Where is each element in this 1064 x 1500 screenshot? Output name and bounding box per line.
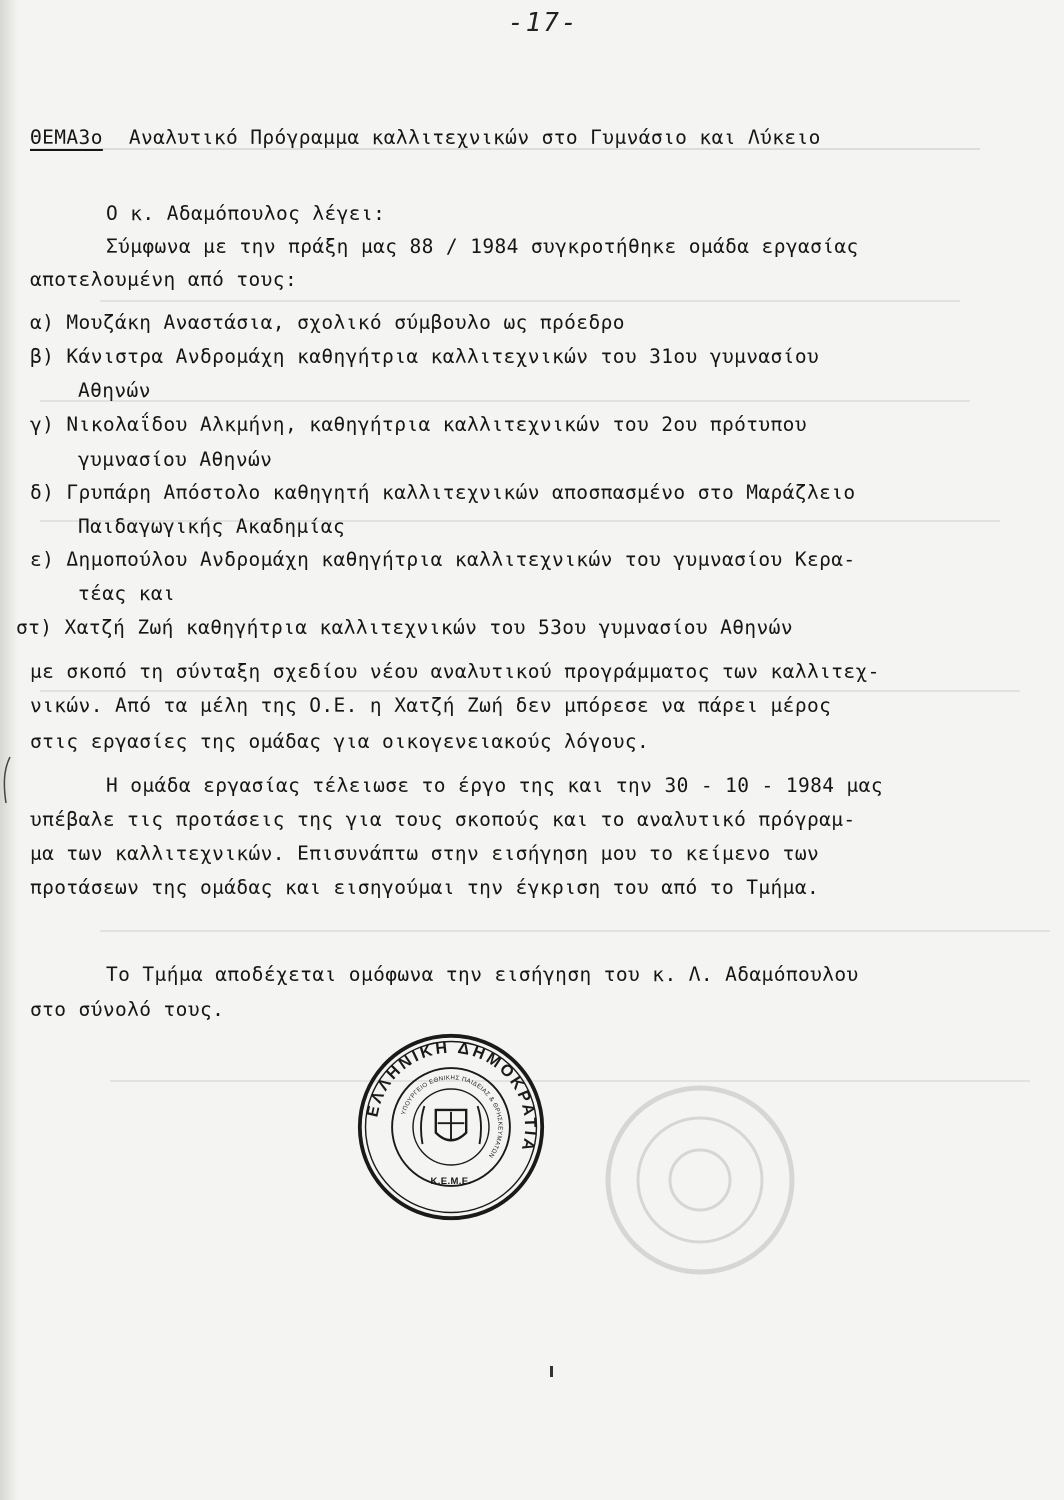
- bleed-through-stroke: [40, 690, 1020, 692]
- body-line: με σκοπό τη σύνταξη σχεδίου νέου αναλυτικού προγράμματος των καλλιτεχ-: [30, 660, 880, 683]
- list-item: α) Μουζάκη Αναστάσια, σχολικό σύμβουλο ως πρόεδρο: [30, 311, 625, 334]
- body-line: Ο κ. Αδαμόπουλος λέγει:: [106, 202, 386, 225]
- body-line: στις εργασίες της ομάδας για οικογενειακούς λόγους.: [30, 730, 650, 753]
- margin-mark-icon: [0, 755, 14, 805]
- list-item: γ) Νικολαΐδου Αλκμήνη, καθηγήτρια καλλιτεχνικών του 2ου πρότυπου: [30, 413, 807, 436]
- svg-text:ΕΛΛΗΝΙΚΗ ΔΗΜΟΚΡΑΤΙΑ: ΕΛΛΗΝΙΚΗ ΔΗΜΟΚΡΑΤΙΑ: [363, 1038, 540, 1156]
- body-line: προτάσεων της ομάδας και εισηγούμαι την έγκριση του από το Τμήμα.: [30, 876, 820, 899]
- topic-title: Αναλυτικό Πρόγραμμα καλλιτεχνικών στο Γυμνάσιο και Λύκειο: [128, 126, 821, 149]
- body-line: Η ομάδα εργασίας τέλειωσε το έργο της και την 30 - 10 - 1984 μας: [106, 774, 883, 797]
- body-line: Το Τμήμα αποδέχεται ομόφωνα την εισήγηση του κ. Λ. Αδαμόπουλου: [106, 963, 859, 986]
- bleed-through-stroke: [110, 1080, 1030, 1082]
- body-line: μα των καλλιτεχνικών. Επισυνάπτω στην εισήγηση μου το κείμενο των: [30, 842, 820, 865]
- body-line: αποτελουμένη από τους:: [30, 268, 298, 291]
- list-item: β) Κάνιστρα Ανδρομάχη καθηγήτρια καλλιτεχνικών του 31ου γυμνασίου: [30, 345, 820, 368]
- bleed-through-stroke: [100, 300, 960, 302]
- body-line: Σύμφωνα με την πράξη μας 88 / 1984 συγκροτήθηκε ομάδα εργασίας: [106, 235, 859, 258]
- body-line: νικών. Από τα μέλη της Ο.Ε. η Χατζή Ζωή δεν μπόρεσε να πάρει μέρος: [30, 694, 832, 717]
- bleed-through-seal-icon: [600, 1080, 800, 1280]
- bleed-through-stroke: [100, 930, 1050, 932]
- list-item-continuation: τέας και: [78, 582, 176, 605]
- list-item: ε) Δημοπούλου Ανδρομάχη καθηγήτρια καλλιτεχνικών του γυμνασίου Κερα-: [30, 548, 856, 571]
- list-item-continuation: Παιδαγωγικής Ακαδημίας: [78, 515, 346, 538]
- svg-text:ΥΠΟΥΡΓΕΙΟ ΕΘΝΙΚΗΣ ΠΑΙΔΕΙΑΣ & Θ: ΥΠΟΥΡΓΕΙΟ ΕΘΝΙΚΗΣ ΠΑΙΔΕΙΑΣ & ΘΡΗΣΚΕΥΜΑΤΩΝ: [400, 1074, 504, 1160]
- official-seal-icon: [356, 1032, 546, 1222]
- body-line: υπέβαλε τις προτάσεις της για τους σκοπούς και το αναλυτικό πρόγραμ-: [30, 808, 856, 831]
- page-number: -17-: [508, 8, 579, 38]
- list-item: στ) Χατζή Ζωή καθηγήτρια καλλιτεχνικών του 53ου γυμνασίου Αθηνών: [16, 616, 793, 639]
- list-item: δ) Γρυπάρη Απόστολο καθηγητή καλλιτεχνικών αποσπασμένο στο Μαράζλειο: [30, 481, 856, 504]
- topic-heading: [30, 126, 821, 149]
- list-item-continuation: Αθηνών: [78, 379, 151, 402]
- body-line: στο σύνολό τους.: [30, 998, 225, 1021]
- topic-label: ΘΕΜΑ3ο: [30, 126, 103, 149]
- binding-edge: [0, 0, 18, 1500]
- bleed-through-stroke: [40, 400, 970, 402]
- seal-bottom-text: Κ.Ε.Μ.Ε.: [430, 1176, 472, 1187]
- stray-mark: [550, 1366, 553, 1377]
- list-item-continuation: γυμνασίου Αθηνών: [78, 448, 273, 471]
